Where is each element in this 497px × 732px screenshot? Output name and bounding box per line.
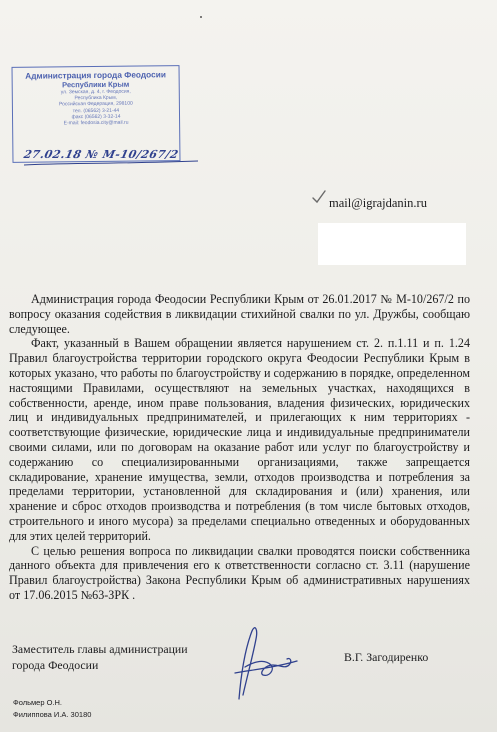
paper-speck [200, 16, 202, 18]
stamp-phone: тел. (06562) 3-21-44 [72, 107, 120, 114]
registration-text: 27.02.18 № М-10/267/2 [22, 148, 180, 161]
registration-number [22, 146, 202, 168]
redacted-recipient-block [318, 223, 466, 265]
executor-line: Филиппова И.А. 30180 [13, 710, 92, 719]
letter-body [9, 292, 470, 603]
stamp-address-line: Российская Федерация, 298100 [59, 101, 133, 108]
body-paragraph: Факт, указанный в Вашем обращении является нарушением ст. 2. п.1.11 и п. 1.24 Правил благоустройства территории городского округа Феодосии Республики Крым в которых указано, что работы по благоустройству и содержанию в порядке, определенном настоящими Правилами, осуществляют на земельных участках, находящихся в собственности, аренде, ином праве пользования, владения физических, юридических лиц и индивидуальных предпринимателей, и прилегающих к ним территориях - соответствующие физические, юридические лица и индивидуальные предприниматели своими силами, или по договорам на оказание работ или услуг по благоустройству и содержанию со специализированными организациями, также запрещается складирование, хранение имущества, земли, отходов производства и потребления за пределами территории, установленной для складирования и (или) хранения, или хранение и сброс отходов производства и потребления (в том числе бытовых отходов, строительного и иного мусора) за пределами специально отведенных и оборудованных для этих целей территорий. [9, 336, 470, 543]
stamp-org-name: Администрация города Феодосии [25, 69, 166, 81]
signer-position-line: города Феодосии [12, 658, 99, 672]
executors-list [13, 697, 91, 721]
stamp-email: E-mail: feodosia.city@mail.ru [63, 119, 129, 127]
body-paragraph: С целью решения вопроса по ликвидации свалки проводятся поиски собственника данного объекта для привлечения его к ответственности согласно ст. 3.11 (нарушение Правил благоустройства) Закона Республики Крым об административных нарушениях от 17.06.2015 №63-ЗРК . [9, 543, 470, 602]
handwritten-signature [225, 615, 305, 707]
signer-position-line: Заместитель главы администрации [12, 642, 188, 656]
signer-position [12, 641, 212, 673]
stamp-org-region: Республики Крым [62, 79, 130, 90]
stamp-address-line: ул. Земская, д. 4, г. Феодосия, [60, 88, 131, 96]
checkmark-icon [311, 189, 327, 205]
body-paragraph: Администрация города Феодосии Республики Крым от 26.01.2017 № М-10/267/2 по вопросу оказания содействия в ликвидации стихийной свалки по ул. Дружбы, сообщаю следующее. [9, 292, 470, 336]
stamp-address-line: Республика Крым, [74, 94, 118, 102]
recipient-email: mail@igrajdanin.ru [329, 196, 427, 210]
stamp-fax: факс (06562) 3-32-14 [71, 113, 121, 121]
signer-name: В.Г. Загодиренко [344, 650, 429, 664]
executor-line: Фольмер О.Н. [13, 698, 62, 707]
